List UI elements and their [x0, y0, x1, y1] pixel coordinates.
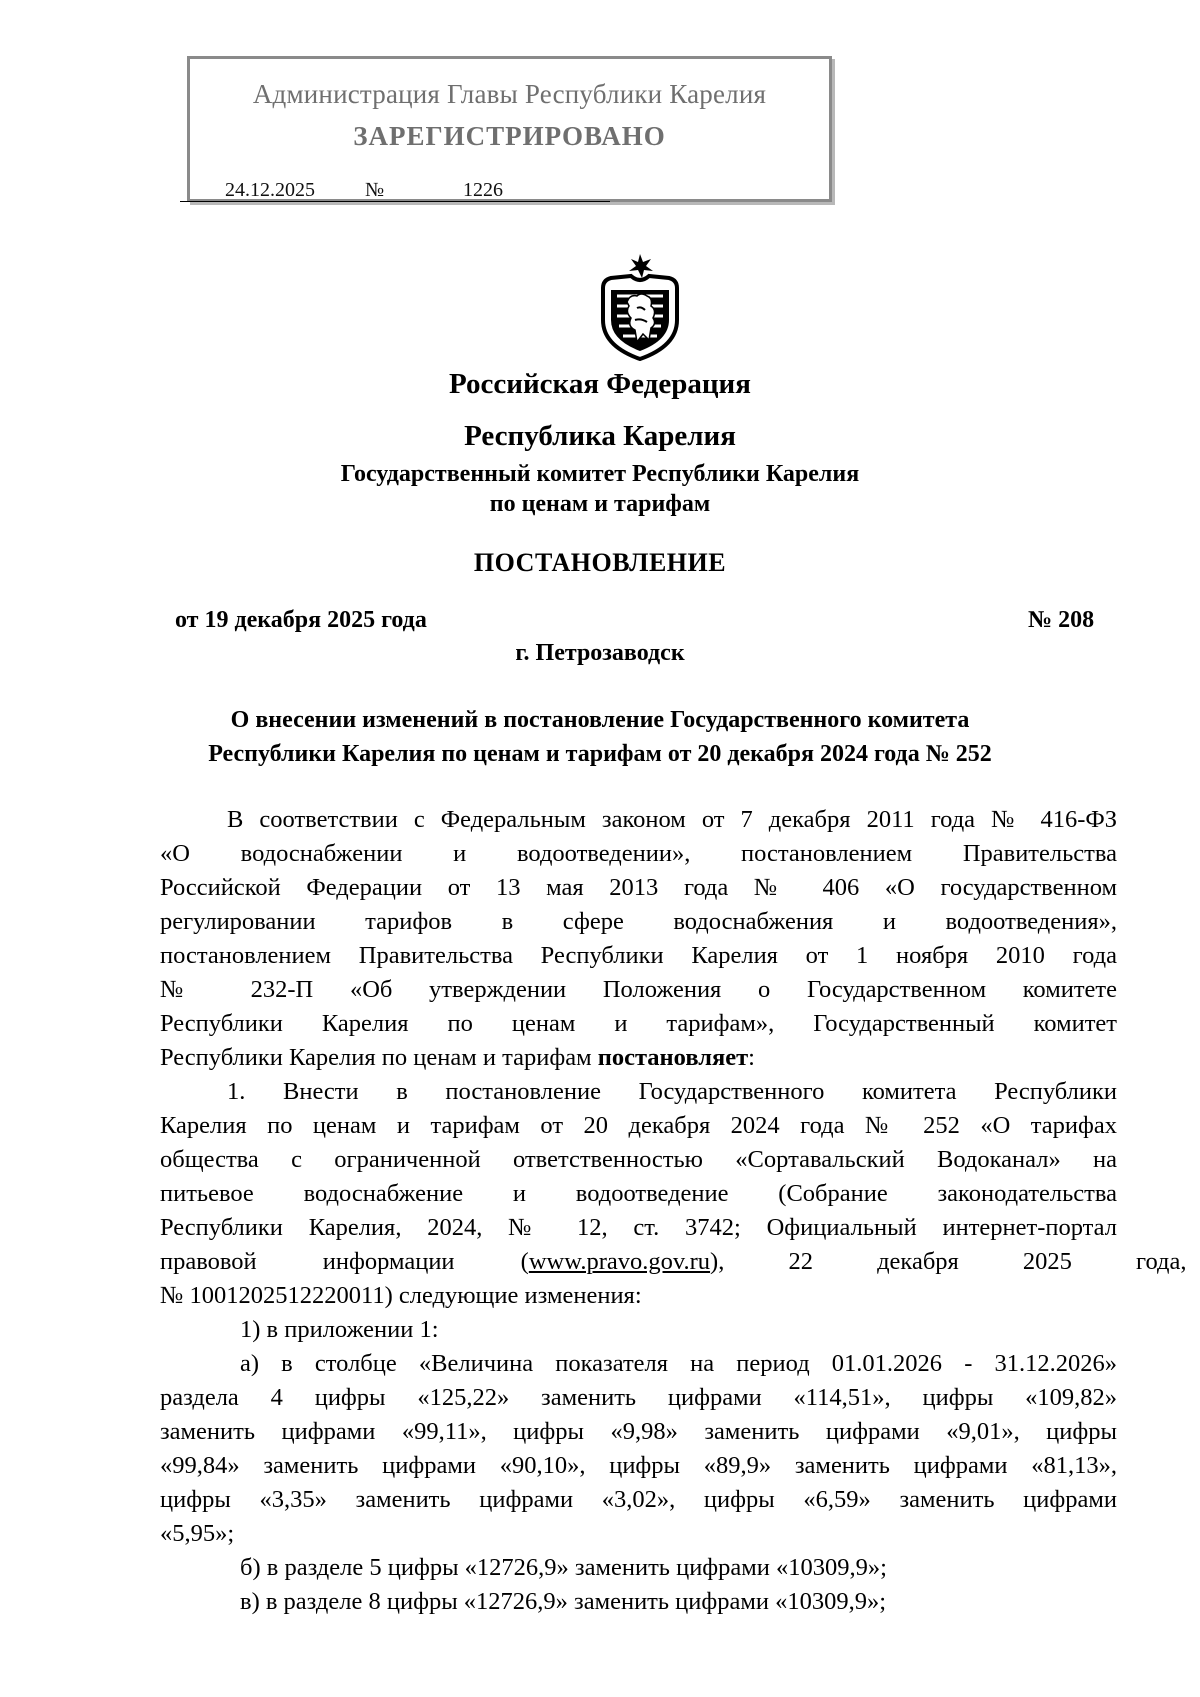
body-line: № 1001202512220011) следующие изменения:	[160, 1282, 642, 1309]
body-line: Российской Федерации от 13 мая 2013 года № 406 «О государственном	[160, 874, 1117, 901]
body-line: постановлением Правительства Республики Карелия от 1 ноября 2010 года	[160, 942, 1117, 969]
country-heading: Российская Федерация	[449, 368, 751, 400]
body-line: общества с ограниченной ответственностью «Сортавальский Водоканал» на	[160, 1146, 1117, 1173]
decree-keyword: постановляет	[597, 1044, 749, 1071]
stamp-organization: Администрация Главы Республики Карелия	[252, 79, 767, 109]
body-line: «5,95»;	[160, 1520, 235, 1547]
body-line: цифры «3,35» заменить цифрами «3,02», цифры «6,59» заменить цифрами	[160, 1486, 1117, 1513]
stamp-date: 24.12.2025	[225, 179, 315, 201]
body-text-fragment: правовой информации (	[160, 1248, 529, 1275]
registration-stamp	[187, 56, 832, 202]
body-line: № 232-П «Об утверждении Положения о Государственном комитете	[160, 976, 1117, 1003]
body-line: питьевое водоснабжение и водоотведение (Собрание законодательства	[160, 1180, 1117, 1207]
document-number: № 208	[1028, 607, 1095, 633]
body-line: в) в разделе 8 цифры «12726,9» заменить цифрами «10309,9»;	[240, 1588, 887, 1615]
stamp-status: ЗАРЕГИСТРИРОВАНО	[353, 121, 666, 151]
body-line: В соответствии с Федеральным законом от 7 декабря 2011 года № 416-ФЗ	[227, 806, 1117, 833]
body-text-fragment: :	[748, 1044, 755, 1071]
body-line: Республики Карелия по ценам и тарифам», Государственный комитет	[160, 1010, 1117, 1037]
body-text-fragment: ), 22 декабря 2025 года,	[710, 1248, 1187, 1275]
karelia-coat-of-arms-icon	[597, 254, 683, 361]
body-line: заменить цифрами «99,11», цифры «9,98» заменить цифрами «9,01», цифры	[160, 1418, 1117, 1445]
committee-heading-line1: Государственный комитет Республики Карелия	[340, 461, 860, 487]
body-line: Республики Карелия, 2024, № 12, ст. 3742; Официальный интернет-портал	[160, 1214, 1117, 1241]
stamp-number: 1226	[463, 179, 503, 201]
body-line: Карелия по ценам и тарифам от 20 декабря 2024 года № 252 «О тарифах	[160, 1112, 1117, 1139]
body-line: а) в столбце «Величина показателя на период 01.01.2026 - 31.12.2026»	[240, 1350, 1117, 1377]
body-text-fragment: Республики Карелия по ценам и тарифам	[160, 1044, 598, 1071]
body-line: регулировании тарифов в сфере водоснабжения и водоотведения»,	[160, 908, 1117, 935]
stamp-number-label: №	[365, 179, 385, 201]
body-line: 1) в приложении 1:	[240, 1316, 439, 1343]
body-line: 1. Внести в постановление Государственного комитета Республики	[227, 1078, 1117, 1105]
stamp-registration-line	[180, 169, 610, 202]
document-title-line2: Республики Карелия по ценам и тарифам от 20 декабря 2024 года № 252	[208, 741, 992, 767]
pravo-gov-link[interactable]: www.pravo.gov.ru	[528, 1248, 711, 1275]
body-line: раздела 4 цифры «125,22» заменить цифрами «114,51», цифры «109,82»	[160, 1384, 1117, 1411]
body-line	[160, 1044, 755, 1072]
body-line: б) в разделе 5 цифры «12726,9» заменить цифрами «10309,9»;	[240, 1554, 887, 1581]
document-type: ПОСТАНОВЛЕНИЕ	[473, 548, 727, 577]
republic-heading: Республика Карелия	[464, 420, 736, 452]
committee-heading-line2: по ценам и тарифам	[489, 491, 711, 517]
document-city: г. Петрозаводск	[515, 640, 685, 666]
document-date: от 19 декабря 2025 года	[175, 607, 427, 633]
body-line: «99,84» заменить цифрами «90,10», цифры «89,9» заменить цифрами «81,13»,	[160, 1452, 1117, 1479]
body-line: «О водоснабжении и водоотведении», постановлением Правительства	[160, 840, 1117, 867]
document-title-line1: О внесении изменений в постановление Государственного комитета	[230, 707, 970, 733]
body-line	[160, 1248, 1187, 1276]
